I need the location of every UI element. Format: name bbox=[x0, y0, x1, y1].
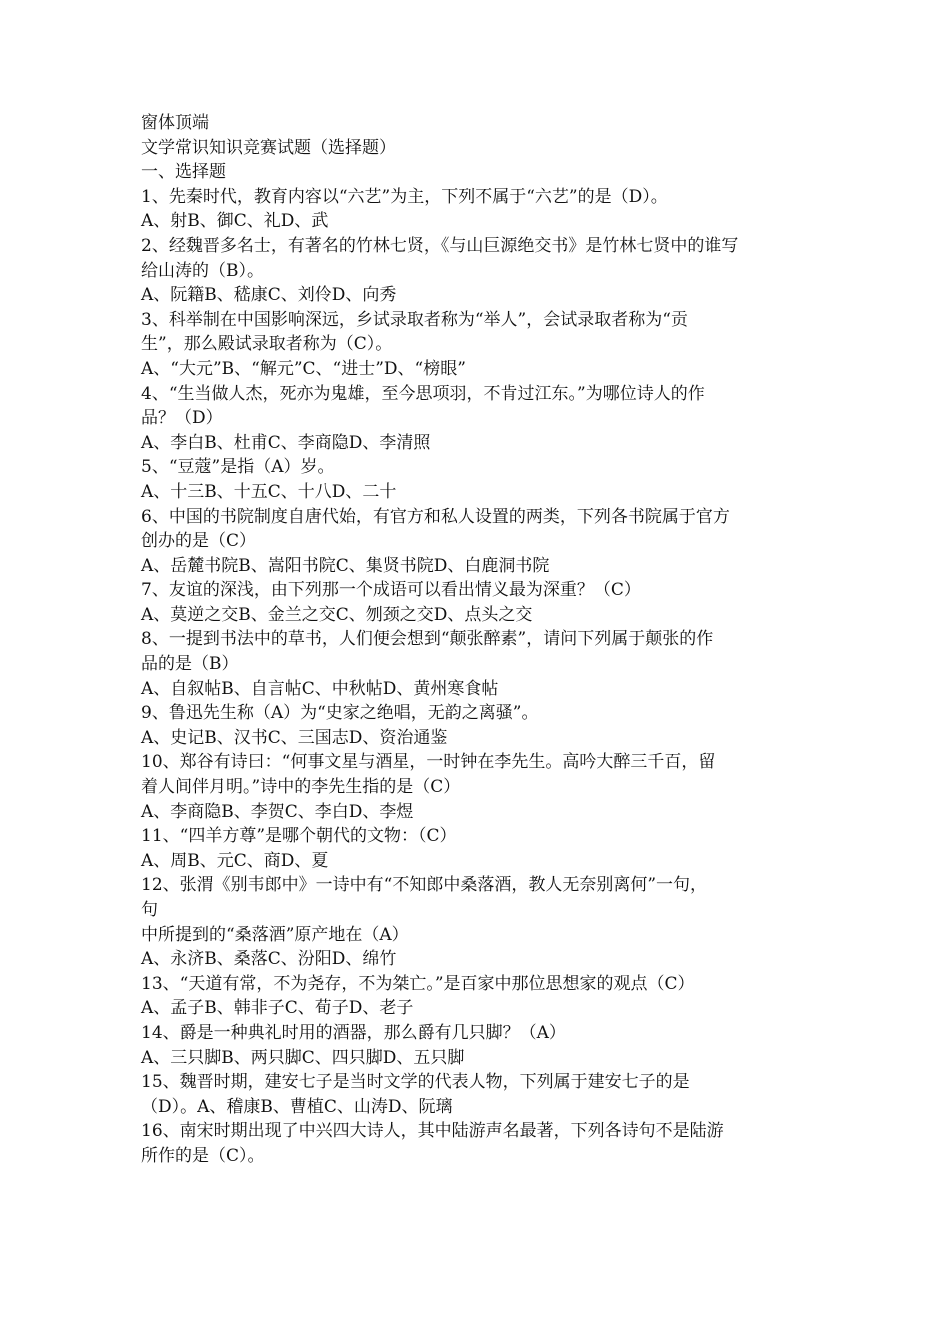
question-15-cont: （D）。A、稽康B、曹植C、山涛D、阮璃 bbox=[141, 1096, 453, 1117]
question-5: 5、“豆蔻”是指（A）岁。 bbox=[141, 457, 335, 478]
options-2: A、阮籍B、嵇康C、刘伶D、向秀 bbox=[141, 285, 397, 306]
options-6: A、岳麓书院B、嵩阳书院C、集贤书院D、白鹿洞书院 bbox=[141, 555, 550, 576]
question-10: 10、郑谷有诗曰：“何事文星与酒星，一时钟在李先生。高吟大醉三千百，留 bbox=[141, 752, 716, 773]
options-3: A、“大元”B、“解元”C、“进士”D、“榜眼” bbox=[141, 358, 466, 379]
question-2-cont: 给山涛的（B）。 bbox=[141, 260, 264, 281]
options-5: A、十三B、十五C、十八D、二十 bbox=[141, 481, 397, 502]
question-3: 3、科举制在中国影响深远，乡试录取者称为“举人”，会试录取者称为“贡 bbox=[141, 309, 688, 330]
question-4: 4、“生当做人杰，死亦为鬼雄，至今思项羽，不肯过江东。”为哪位诗人的作 bbox=[141, 383, 705, 404]
question-14: 14、爵是一种典礼时用的酒器，那么爵有几只脚？（A） bbox=[141, 1022, 566, 1043]
options-8: A、自叙帖B、自言帖C、中秋帖D、黄州寒食帖 bbox=[141, 678, 499, 699]
section-heading: 一、选择题 bbox=[141, 162, 226, 183]
options-9: A、史记B、汉书C、三国志D、资治通鉴 bbox=[141, 727, 448, 748]
document-title: 文学常识知识竞赛试题（选择题） bbox=[141, 137, 396, 158]
question-15: 15、魏晋时期，建安七子是当时文学的代表人物，下列属于建安七子的是 bbox=[141, 1072, 690, 1093]
question-16-cont: 所作的是（C）。 bbox=[141, 1145, 265, 1166]
question-7: 7、友谊的深浅，由下列那一个成语可以看出情义最为深重？（C） bbox=[141, 580, 641, 601]
form-top-label: 窗体顶端 bbox=[141, 113, 209, 133]
question-11: 11、“四羊方尊”是哪个朝代的文物：（C） bbox=[141, 826, 457, 847]
question-1: 1、先秦时代，教育内容以“六艺”为主，下列不属于“六艺”的是（D）。 bbox=[141, 186, 668, 207]
options-14: A、三只脚B、两只脚C、四只脚D、五只脚 bbox=[141, 1047, 465, 1068]
options-1: A、射B、御C、礼D、武 bbox=[141, 211, 329, 232]
question-6: 6、中国的书院制度自唐代始，有官方和私人设置的两类，下列各书院属于官方 bbox=[141, 506, 730, 527]
question-13: 13、“天道有常，不为尧存，不为桀亡。”是百家中那位思想家的观点（C） bbox=[141, 973, 695, 994]
question-8-cont: 品的是（B） bbox=[141, 654, 239, 675]
options-10: A、李商隐B、李贺C、李白D、李煜 bbox=[141, 801, 414, 822]
question-4-cont: 品？（D） bbox=[141, 408, 223, 429]
options-4: A、李白B、杜甫C、李商隐D、李清照 bbox=[141, 432, 431, 453]
question-12: 12、张渭《别韦郎中》一诗中有“不知郎中桑落酒，教人无奈别离何”一句， bbox=[141, 875, 708, 896]
options-13: A、孟子B、韩非子C、荀子D、老子 bbox=[141, 998, 414, 1019]
options-11: A、周B、元C、商D、夏 bbox=[141, 850, 329, 871]
question-10-cont: 着人间伴月明。”诗中的李先生指的是（C） bbox=[141, 777, 461, 798]
question-16: 16、南宋时期出现了中兴四大诗人，其中陆游声名最著，下列各诗句不是陆游 bbox=[141, 1121, 724, 1142]
question-3-cont: 生”，那么殿试录取者称为（C）。 bbox=[141, 334, 393, 355]
question-8: 8、一提到书法中的草书，人们便会想到“颠张醉素”，请问下列属于颠张的作 bbox=[141, 629, 714, 650]
options-12: A、永济B、桑落C、汾阳D、绵竹 bbox=[141, 949, 397, 970]
question-9: 9、鲁迅先生称（A）为“史家之绝唱，无韵之离骚”。 bbox=[141, 703, 539, 724]
question-6-cont: 创办的是（C） bbox=[141, 531, 257, 552]
question-2: 2、经魏晋多名士，有著名的竹林七贤，《与山巨源绝交书》是竹林七贤中的谁写 bbox=[141, 235, 739, 256]
document-body bbox=[141, 111, 821, 1169]
question-12-cont-2: 中所提到的“桑落酒”原产地在（A） bbox=[141, 924, 409, 945]
options-7: A、莫逆之交B、金兰之交C、刎颈之交D、点头之交 bbox=[141, 604, 533, 625]
question-12-cont: 句 bbox=[141, 900, 158, 920]
